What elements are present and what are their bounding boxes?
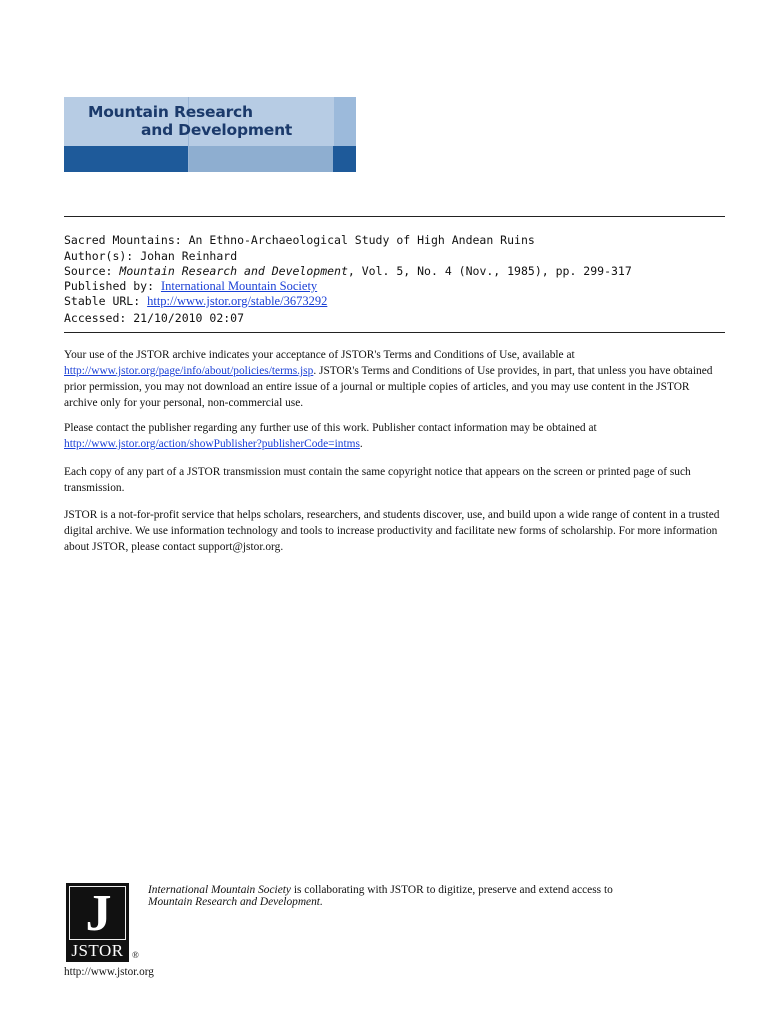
published-line xyxy=(64,278,317,294)
terms-p1-text-b: . JSTOR's Terms and Conditions of Use provides, in part, that unless you have obtained prior permission, you may not download an entire issue of a journal or multiple copies of articles, and you may use content in the JSTOR archive only for your personal, non-commercial use. xyxy=(64,365,713,409)
terms-paragraph-3 xyxy=(64,464,724,496)
authors-label: Author(s): xyxy=(64,249,134,263)
jstor-homepage-url: http://www.jstor.org xyxy=(64,966,154,978)
collaboration-note xyxy=(148,884,728,908)
publisher-link[interactable]: International Mountain Society xyxy=(160,279,318,293)
published-label: Published by: xyxy=(64,279,155,293)
stable-url-label: Stable URL: xyxy=(64,294,141,308)
collab-society: International Mountain Society xyxy=(148,884,291,896)
source-label: Source: xyxy=(64,264,113,278)
top-rule xyxy=(64,216,725,217)
registered-mark: ® xyxy=(132,950,139,960)
terms-paragraph-4 xyxy=(64,507,724,555)
bottom-rule xyxy=(64,332,725,333)
journal-banner-logo xyxy=(64,97,356,172)
terms-paragraph-2 xyxy=(64,420,724,452)
stable-url-line xyxy=(64,293,327,309)
publisher-contact-link[interactable]: http://www.jstor.org/action/showPublisher?publisherCode=intms xyxy=(64,438,360,450)
banner-stripe-dark-right xyxy=(333,146,356,172)
accessed-line: Accessed: 21/10/2010 02:07 xyxy=(64,311,245,325)
jstor-logo-frame xyxy=(69,886,126,940)
terms-p2-text-a: Please contact the publisher regarding any further use of this work. Publisher contact information may be obtained at xyxy=(64,422,597,434)
collab-text: is collaborating with JSTOR to digitize, preserve and extend access to xyxy=(291,884,613,896)
collab-journal: Mountain Research and Development. xyxy=(148,896,323,908)
article-title: Sacred Mountains: An Ethno-Archaeological Study of High Andean Ruins xyxy=(64,233,535,247)
banner-title-line1: Mountain Research xyxy=(88,103,253,121)
terms-of-use-link[interactable]: http://www.jstor.org/page/info/about/policies/terms.jsp xyxy=(64,365,314,377)
terms-paragraph-1 xyxy=(64,347,724,411)
stable-url-link[interactable]: http://www.jstor.org/stable/3673292 xyxy=(147,294,328,308)
authors-value: Johan Reinhard xyxy=(140,249,238,263)
terms-p4-text: JSTOR is a not-for-profit service that helps scholars, researchers, and students discover, use, and build upon a wide range of content in a trusted digital archive. We use information technology and tools to increase productivity and facilitate new forms of scholarship. For more information about JSTOR, please contact support@jstor.org. xyxy=(64,509,720,553)
jstor-logo-word: JSTOR xyxy=(71,941,124,960)
terms-p1-text-a: Your use of the JSTOR archive indicates your acceptance of JSTOR's Terms and Conditions of Use, available at xyxy=(64,349,575,361)
authors-line xyxy=(64,248,237,264)
source-journal: Mountain Research and Development xyxy=(119,264,348,278)
banner-accent-block xyxy=(334,97,356,146)
terms-p2-text-b: . xyxy=(359,438,363,450)
banner-stripe-dark-left xyxy=(64,146,188,172)
terms-p3-text: Each copy of any part of a JSTOR transmission must contain the same copyright notice that appears on the screen or printed page of such transmission. xyxy=(64,466,691,494)
jstor-logo xyxy=(66,883,129,962)
jstor-logo-j-icon: J xyxy=(85,885,112,942)
source-details: , Vol. 5, No. 4 (Nov., 1985), pp. 299-317 xyxy=(347,264,632,278)
banner-title-line2: and Development xyxy=(141,121,293,139)
source-line xyxy=(64,263,632,279)
